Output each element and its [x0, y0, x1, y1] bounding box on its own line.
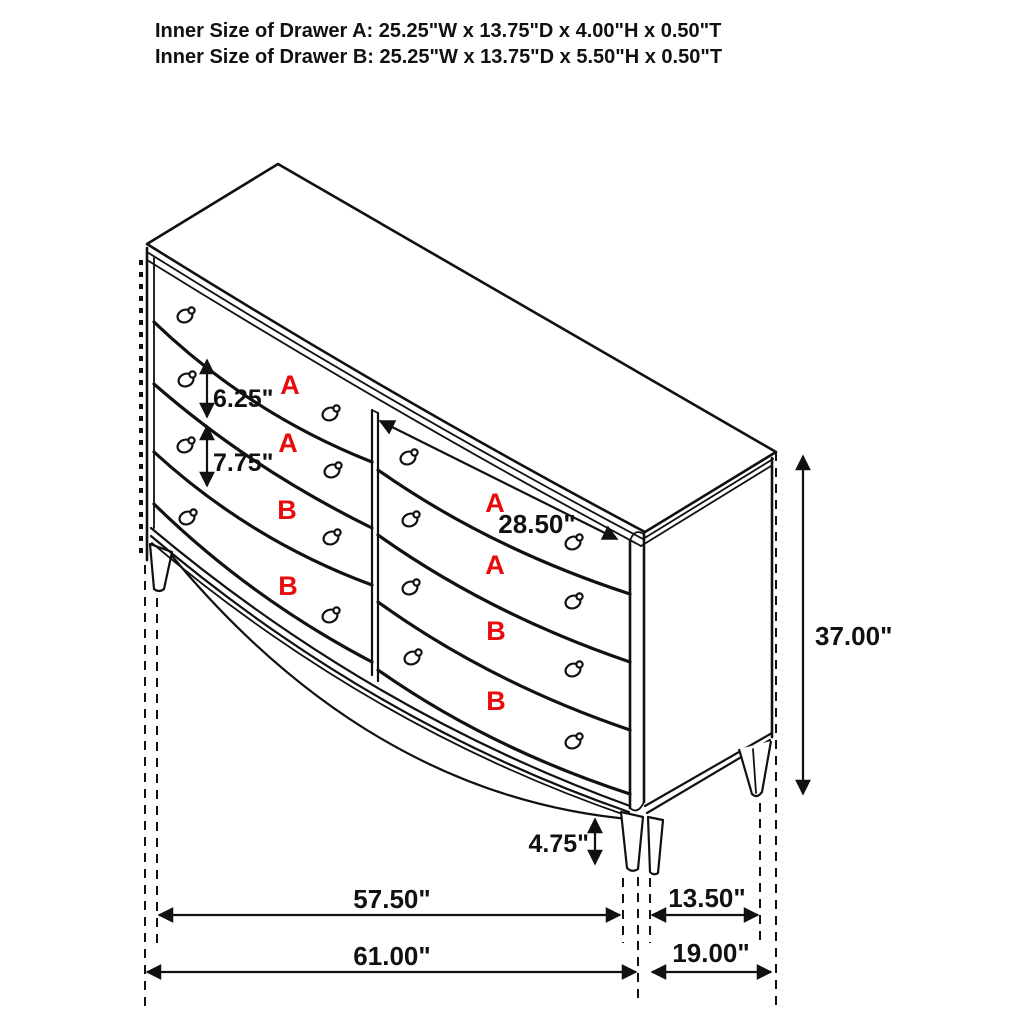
drawer-letter-right-3: B: [486, 616, 506, 646]
front-bottom-rail-2: [151, 536, 629, 812]
knob-left-col-1-right: [321, 405, 340, 422]
dimension-front-width: [159, 884, 620, 915]
dimension-overall-depth: [652, 938, 771, 972]
dim-label-4-75: 4.75": [528, 830, 589, 858]
top-slab-band-side-1: [643, 459, 773, 539]
knob-right-col-3-left: [401, 579, 420, 596]
dimension-overall-height: [803, 456, 892, 794]
knob-right-col-2-left: [401, 511, 420, 528]
dim-label-28-50: 28.50": [498, 509, 576, 539]
knob-left-col-4-right: [321, 607, 340, 624]
dim-label-37-00: 37.00": [815, 621, 893, 651]
extension-lines: [145, 452, 776, 1008]
front-bottom-rail-1: [151, 528, 630, 806]
dresser-drawing: [141, 164, 776, 874]
drawer-letter-left-1: A: [280, 370, 300, 400]
front-right-leg-side-face: [648, 817, 663, 874]
knob-right-col-4-left: [403, 649, 422, 666]
knob-right-col-4-right: [564, 733, 583, 750]
dim-label-13-50: 13.50": [668, 883, 746, 913]
drawer-letter-right-4: B: [486, 686, 506, 716]
knob-left-col-1-left: [176, 307, 195, 324]
dimension-annotations: [147, 360, 892, 972]
knob-left-col-2-right: [323, 462, 342, 479]
dim-label-7-75: 7.75": [213, 449, 274, 477]
left-divider-4: [154, 504, 372, 662]
dimension-drawer-a-height: [207, 360, 274, 417]
drawer-letter-left-3: B: [277, 495, 297, 525]
knob-left-col-2-left: [177, 371, 196, 388]
drawer-letter-left-4: B: [278, 571, 298, 601]
dim-label-61-00: 61.00": [353, 941, 431, 971]
dimension-leg-height: [528, 819, 595, 864]
dimension-overall-width: [147, 941, 636, 972]
drawer-letter-left-2: A: [278, 428, 298, 458]
knob-right-col-1-left: [399, 449, 418, 466]
dimension-side-depth: [652, 883, 758, 915]
knob-left-col-3-left: [176, 437, 195, 454]
dim-label-19-00: 19.00": [672, 938, 750, 968]
dim-label-57-50: 57.50": [353, 884, 431, 914]
knob-right-col-2-right: [564, 593, 583, 610]
drawer-letter-right-1: A: [485, 488, 505, 518]
corner-post-bottom-cap: [630, 802, 644, 810]
dim-label-6-25: 6.25": [213, 385, 274, 413]
drawer-letter-right-2: A: [485, 550, 505, 580]
top-slab-band-side-2: [641, 466, 771, 546]
knob-left-col-4-left: [178, 509, 197, 526]
front-right-leg-front-face: [621, 812, 643, 871]
knob-right-col-3-right: [564, 661, 583, 678]
title-line-drawer-b: Inner Size of Drawer B: 25.25"W x 13.75"D x 5.50"H x 0.50"T: [155, 46, 723, 68]
title-line-drawer-a: Inner Size of Drawer A: 25.25"W x 13.75"D x 4.00"H x 0.50"T: [155, 20, 722, 42]
knob-left-col-3-right: [322, 529, 341, 546]
